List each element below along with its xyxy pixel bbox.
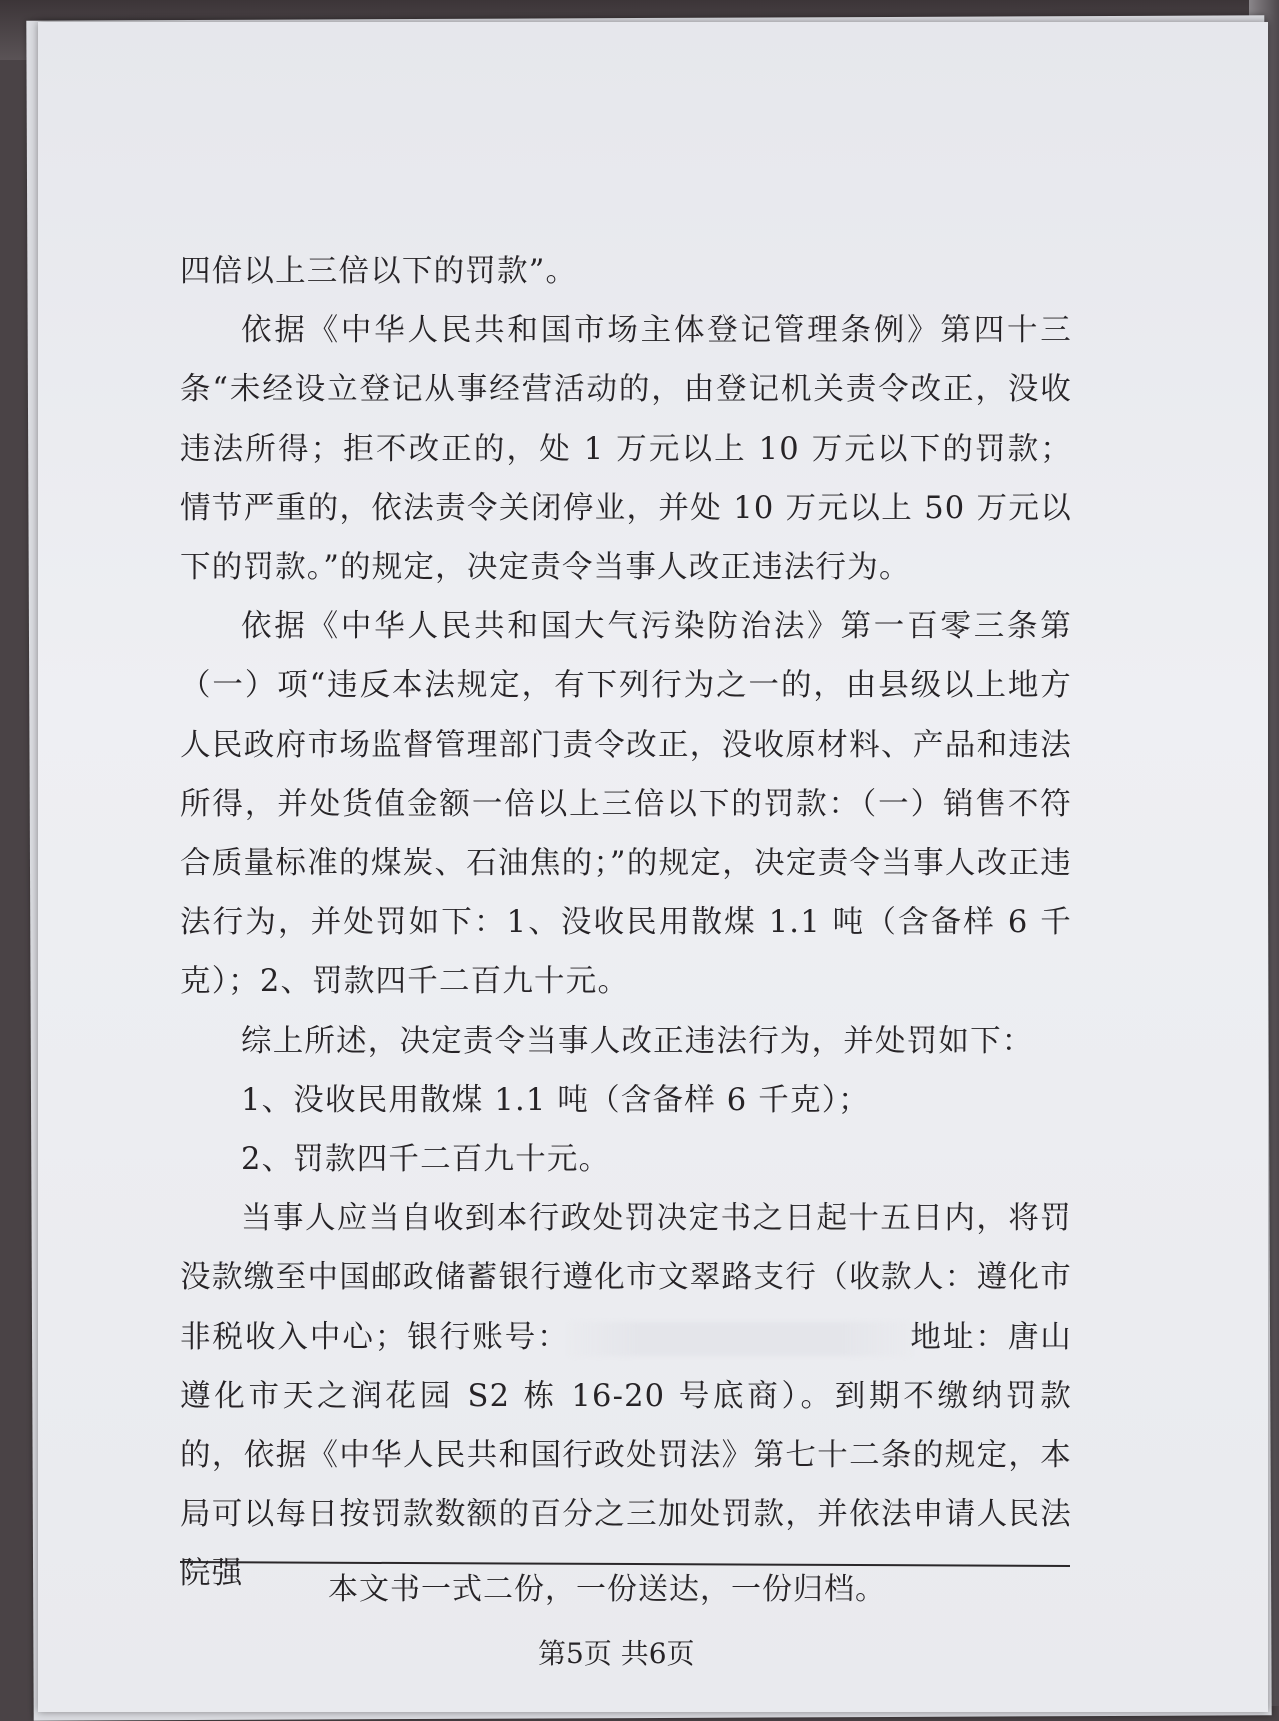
paragraph-registration-regulation: 依据《中华人民共和国市场主体登记管理条例》第四十三条“未经设立登记从事经营活动的，由登记机关责令改正，没收违法所得；拒不改正的，处 1 万元以上 10 万元以下的罚款；情节严重的，依法责令关闭停业，并处 10 万元以上 50 万元以下的罚款。”的规定，决定责令当事人改正违法行为。 [180, 313, 1072, 586]
payment-text-before-account: 当事人应当自收到本行政处罚决定书之日起十五日内，将罚没款缴至中国邮政储蓄银行遵化市文翠路支行（收款人：遵化市非税收入中心；银行账号： [180, 1201, 1072, 1355]
redacted-account-number [570, 1322, 910, 1356]
paragraph-air-pollution-law: 依据《中华人民共和国大气污染防治法》第一百零三条第（一）项“违反本法规定，有下列行为之一的，由县级以上地方人民政府市场监督管理部门责令改正，没收原材料、产品和违法所得，并处货值金额一倍以上三倍以下的罚款：（一）销售不符合质量标准的煤炭、石油焦的；”的规定，决定责令当事人改正违法行为，并处罚如下：1、没收民用散煤 1.1 吨（含备样 6 千克）；2、罚款四千二百九十元。 [180, 609, 1072, 1000]
penalty-item-1: 1、没收民用散煤 1.1 吨（含备样 6 千克）； [241, 1082, 870, 1118]
page-number: 第5页 共6页 [538, 1637, 695, 1670]
payment-text-after-account: 地址：唐山遵化市天之润花园 S2 栋 16-20 号底商）。到期不缴纳罚款的，依据《中华人民共和国行政处罚法》第七十二条的规定，本局可以每日按罚款数额的百分之三加处罚款，并依法申请人民法院强 [180, 1319, 1073, 1592]
document-body [180, 29, 1072, 1604]
penalty-item-2: 2、罚款四千二百九十元。 [241, 1142, 611, 1178]
document-page [38, 22, 1268, 1712]
paragraph-summary: 综上所述，决定责令当事人改正违法行为，并处罚如下： [241, 1023, 1034, 1059]
paragraph-continuation: 四倍以上三倍以下的罚款”。 [180, 254, 578, 289]
copies-note: 本文书一式二份，一份送达，一份归档。 [328, 1572, 886, 1607]
paragraph-payment [180, 1189, 1072, 1603]
